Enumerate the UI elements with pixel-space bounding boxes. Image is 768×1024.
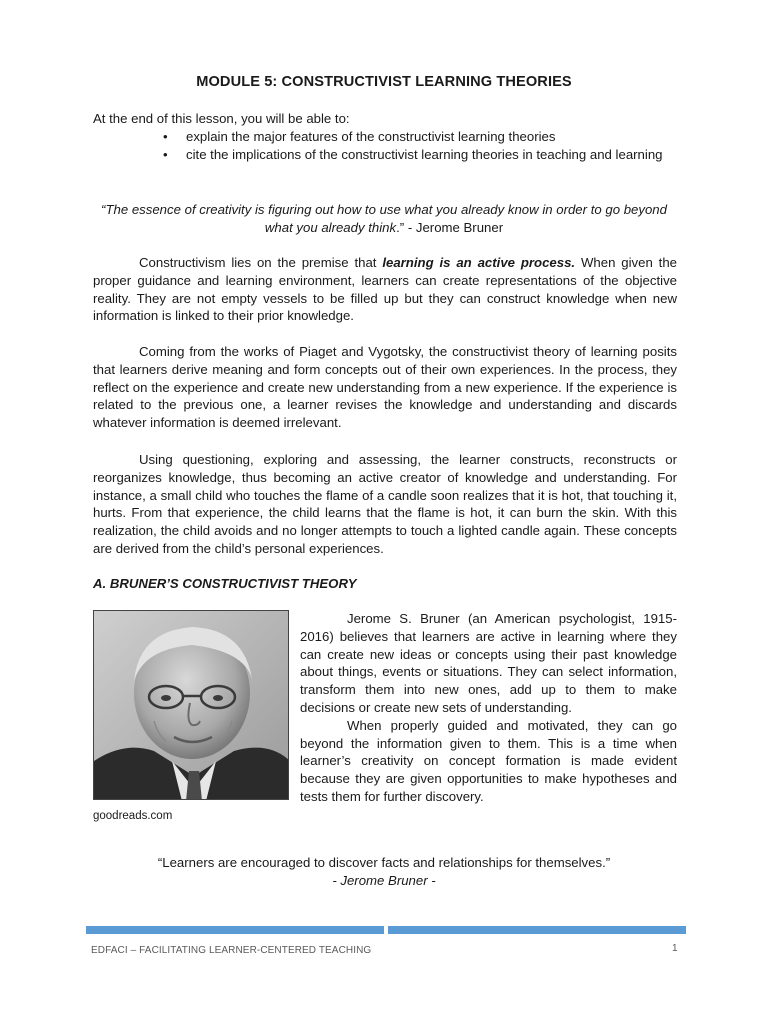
bruner-photo [93,610,289,800]
section-heading-bruner: A. BRUNER’S CONSTRUCTIVIST THEORY [93,576,357,591]
objectives-list [163,128,683,164]
closing-quote [93,854,675,890]
list-item [163,146,683,164]
footer-divider [86,926,686,934]
emphasis-text: learning is an active process. [382,255,576,270]
paragraph-questioning: Using questioning, exploring and assessing, the learner constructs, reconstructs or reorganizes knowledge, thus becoming an active creator of knowledge and understanding. For instance, a small child who touches the flame of a candle soon realizes that it is hot, that touching it, hurts. From that experience, the child learns that the flame is hot, it can burn the skin. With this realization, the child avoids and no longer attempts to touch a lighted candle again. These concepts are derived from the child’s personal experiences. [93,452,677,556]
quote-text: “Learners are encouraged to discover facts and relationships for themselves.” [157,855,611,870]
bullet-icon: • [163,129,168,144]
bio-paragraph: When properly guided and motivated, they can go beyond the information given to them. This is a time when learner’s creativity on concept formation is made evident because they are given opportunities to make hypotheses and tests them for further discovery. [300,717,677,804]
objective-text: cite the implications of the constructivist learning theories in teaching and learning [186,146,663,162]
lesson-intro: At the end of this lesson, you will be able to: [93,111,350,126]
quote-author: - Jerome Bruner - [332,872,436,888]
bio-paragraph: Jerome S. Bruner (an American psychologist, 1915-2016) believes that learners are active in learning where they can create new ideas or concepts using their past knowledge about things, events or situations. They can select information, transform them into new ones, add up to them to make decisions or create new sets of understanding. [300,611,677,715]
page-title: MODULE 5: CONSTRUCTIVIST LEARNING THEORIES [196,74,572,90]
bullet-icon: • [163,146,168,162]
quote-text: The essence of creativity is figuring out how to use what you already know in order to go beyond what you already think [105,202,667,235]
footer-course: EDFACI – FACILITATING LEARNER-CENTERED TEACHING [91,945,372,956]
bruner-bio [300,610,677,806]
objective-text: explain the major features of the constructivist learning theories [186,129,556,144]
quote-open-mark: “ [101,202,106,217]
paragraph-constructivism [93,254,677,325]
list-item [163,128,683,146]
photo-caption: goodreads.com [93,810,173,822]
portrait-image [94,611,289,800]
paragraph-piaget-vygotsky: Coming from the works of Piaget and Vygotsky, the constructivist theory of learning posits that learners derive meaning and form concepts out of their own experiences. In the process, they reflect on the experience and create new understanding from a new experience. If the experience is related to the previous one, a learner revises the knowledge and understanding and discards whatever information is deemed irrelevant. [93,344,677,431]
footer-page-number: 1 [672,943,678,954]
paragraph-text: When given the proper guidance and learning environment, learners can create representations of the objective reality. They are not empty vessels to be filled up but they can construct knowledge when new information is linked to their prior knowledge. [93,255,677,324]
quote-close-mark: .” [396,219,405,235]
opening-quote [93,201,675,237]
paragraph-text: Constructivism lies on the premise that [139,255,383,270]
quote-author: - Jerome Bruner [404,219,504,235]
